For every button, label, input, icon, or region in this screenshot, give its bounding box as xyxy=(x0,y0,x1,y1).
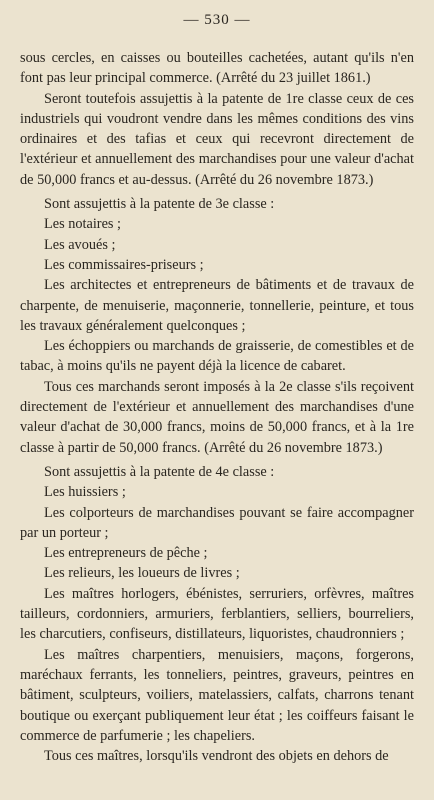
paragraph: Les commissaires-priseurs ; xyxy=(44,256,204,273)
paragraph: Sont assujettis à la patente de 3e classe : xyxy=(44,196,275,213)
paragraph: Les entrepreneurs de pêche ; xyxy=(44,545,208,562)
paragraph: Les maîtres horlogers, ébénistes, serruriers, orfèvres, maîtres tailleurs, cordonniers, armuriers, ferblantiers, selliers, bourreliers, les charcutiers, confiseurs, distillateurs, liquoristes, chaudronniers ; xyxy=(20,585,414,643)
paragraph: sous cercles, en caisses ou bouteilles cachetées, autant qu'ils n'en font pas leur principal commerce. (Arrêté du 23 juillet 1861.) xyxy=(20,50,414,87)
paragraph: Les notaires ; xyxy=(44,216,122,233)
paragraph: Seront toutefois assujettis à la patente de 1re classe ceux de ces industriels qui voudront vendre dans les mêmes conditions des vins ordinaires et des tafias et ceux qui recevront directement de l'extérieur et annuellement des marchandises pour une valeur d'achat de 50,000 francs et au-dessus. (Arrêté du 26 novembre 1873.) xyxy=(20,90,414,188)
paragraph: Les échoppiers ou marchands de graisserie, de comestibles et de tabac, à moins qu'ils ne payent déjà la licence de cabaret. xyxy=(20,338,414,375)
paragraph: Les avoués ; xyxy=(44,236,116,253)
document-body xyxy=(20,48,414,766)
paragraph: Tous ces marchands seront imposés à la 2e classe s'ils reçoivent directement de l'extérieur et annuellement des marchandises d'une valeur d'achat de 30,000 francs, moins de 50,000 francs, et à la 1re classe à partir de 50,000 francs. (Arrêté du 26 novembre 1873.) xyxy=(20,378,414,456)
paragraph: Les huissiers ; xyxy=(44,484,126,501)
paragraph: Les colporteurs de marchandises pouvant se faire accompagner par un porteur ; xyxy=(20,504,414,541)
paragraph: Sont assujettis à la patente de 4e classe : xyxy=(44,463,275,480)
paragraph: Tous ces maîtres, lorsqu'ils vendront des objets en dehors de xyxy=(44,748,389,765)
paragraph: Les maîtres charpentiers, menuisiers, maçons, forgerons, maréchaux ferrants, les tonneliers, peintres, graveurs, peintres en bâtiment, sculpteurs, voiliers, matelassiers, calfats, charrons tenant boutique ou exerçant publiquement leur état ; les coiffeurs faisant le commerce de parfumerie ; les chapeliers. xyxy=(20,646,414,744)
paragraph: Les relieurs, les loueurs de livres ; xyxy=(44,565,240,582)
paragraph: Les architectes et entrepreneurs de bâtiments et de travaux de charpente, de menuiserie, maçonnerie, tonnellerie, peinture, et tous les travaux généralement quelconques ; xyxy=(20,277,414,334)
page-number: — 530 — xyxy=(183,12,251,28)
